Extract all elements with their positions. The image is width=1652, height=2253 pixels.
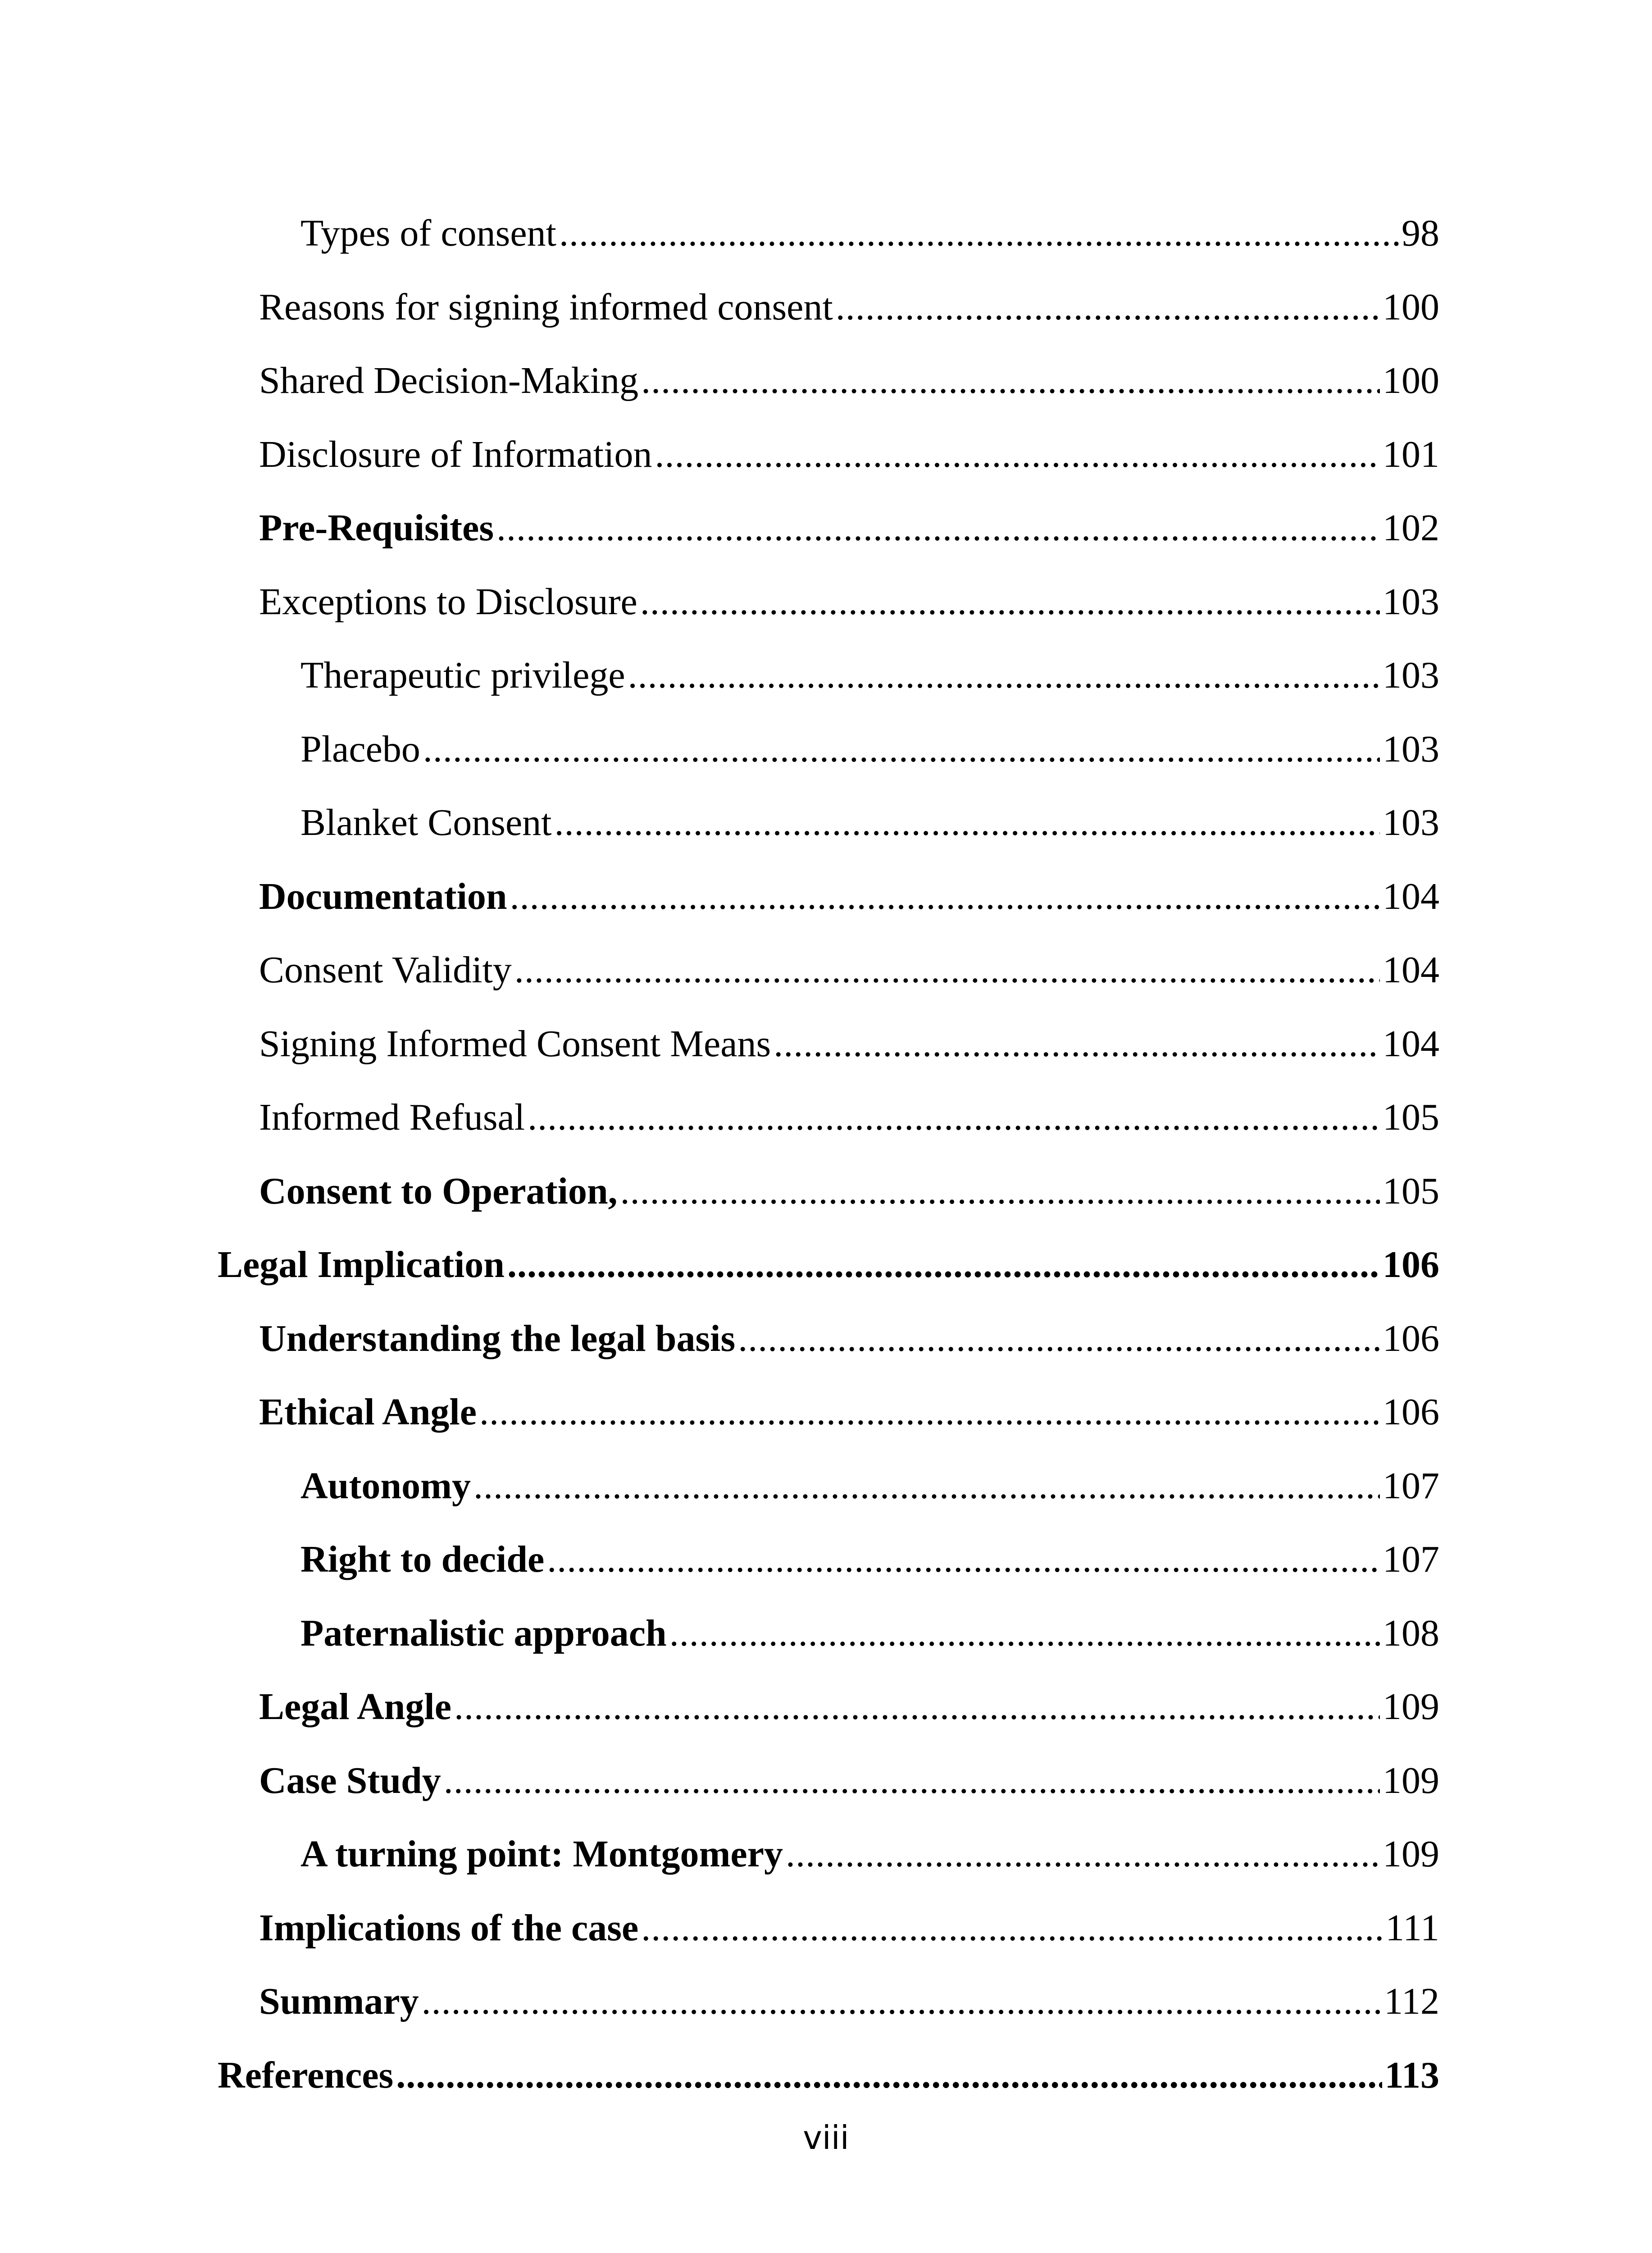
toc-entry-label: Ethical Angle — [259, 1391, 477, 1433]
toc-entry[interactable] — [0, 418, 1652, 492]
toc-entry-page: 103 — [1383, 654, 1439, 696]
toc-entry-page: 100 — [1383, 286, 1439, 328]
toc-entry-page: 109 — [1383, 1759, 1439, 1801]
toc-entry-page: 106 — [1383, 1244, 1439, 1286]
toc-dot-leader — [510, 860, 1380, 934]
toc-entry-label: Exceptions to Disclosure — [259, 580, 637, 623]
toc-entry-label: References — [218, 2054, 394, 2096]
toc-entry-page: 104 — [1383, 875, 1439, 917]
toc-entry-label: Understanding the legal basis — [259, 1317, 736, 1359]
toc-entry[interactable] — [0, 786, 1652, 860]
toc-dot-leader — [514, 933, 1380, 1007]
toc-entry-page: 111 — [1385, 1906, 1439, 1949]
toc-entry-label: Types of consent — [300, 212, 556, 254]
toc-entry[interactable] — [0, 1081, 1652, 1154]
toc-entry-page: 107 — [1383, 1538, 1439, 1580]
toc-entry-page: 107 — [1383, 1464, 1439, 1507]
toc-entry-label: Documentation — [259, 875, 507, 917]
toc-entry[interactable] — [0, 1302, 1652, 1376]
toc-entry[interactable] — [0, 196, 1652, 270]
toc-dot-leader — [396, 2039, 1382, 2112]
toc-entry[interactable] — [0, 1154, 1652, 1228]
toc-entry[interactable] — [0, 344, 1652, 418]
toc-entry-label: Signing Informed Consent Means — [259, 1022, 771, 1065]
toc-entry-page: 104 — [1383, 949, 1439, 991]
toc-dot-leader — [836, 270, 1380, 344]
toc-entry-label: Consent to Operation, — [259, 1170, 618, 1212]
toc-entry-label: Legal Angle — [259, 1686, 452, 1728]
toc-entry-label: Therapeutic privilege — [300, 654, 625, 696]
toc-entry-page: 109 — [1383, 1833, 1439, 1875]
toc-dot-leader — [473, 1449, 1380, 1523]
page-number: viii — [803, 2119, 849, 2157]
toc-dot-leader — [496, 491, 1380, 565]
toc-entry-label: Pre-Requisites — [259, 507, 494, 549]
toc-entry-label: Reasons for signing informed consent — [259, 286, 833, 328]
toc-dot-leader — [423, 712, 1380, 786]
toc-entry-page: 112 — [1384, 1980, 1439, 2022]
toc-entry-page: 105 — [1383, 1170, 1439, 1212]
toc-entry-page: 102 — [1383, 507, 1439, 549]
toc-entry-page: 108 — [1383, 1612, 1439, 1654]
toc-entry[interactable] — [0, 1817, 1652, 1891]
toc-entry[interactable] — [0, 933, 1652, 1007]
toc-entry-label: Informed Refusal — [259, 1096, 525, 1138]
toc-entry-page: 104 — [1383, 1022, 1439, 1065]
toc-entry-page: 100 — [1383, 360, 1439, 401]
toc-entry-label: Case Study — [259, 1759, 441, 1801]
toc-entry-label: Disclosure of Information — [259, 433, 652, 475]
toc-entry[interactable] — [0, 2039, 1652, 2112]
toc-dot-leader — [620, 1154, 1380, 1228]
toc-entry[interactable] — [0, 1596, 1652, 1670]
toc-entry-page: 103 — [1383, 728, 1439, 770]
toc-entry-page: 101 — [1383, 433, 1439, 475]
toc-dot-leader — [444, 1744, 1380, 1818]
toc-dot-leader — [555, 786, 1380, 860]
toc-dot-leader — [641, 1891, 1383, 1965]
table-of-contents — [0, 196, 1652, 2112]
toc-dot-leader — [786, 1817, 1380, 1891]
toc-entry[interactable] — [0, 1891, 1652, 1965]
toc-entry[interactable] — [0, 1449, 1652, 1523]
toc-entry[interactable] — [0, 1965, 1652, 2039]
toc-entry[interactable] — [0, 1375, 1652, 1449]
toc-entry-label: Legal Implication — [218, 1244, 505, 1286]
toc-entry-page: 103 — [1383, 802, 1439, 844]
toc-entry-label: Summary — [259, 1980, 419, 2022]
toc-entry[interactable] — [0, 1007, 1652, 1081]
toc-dot-leader — [559, 196, 1399, 270]
toc-entry[interactable] — [0, 1228, 1652, 1302]
toc-dot-leader — [738, 1302, 1380, 1376]
toc-entry[interactable] — [0, 1744, 1652, 1818]
toc-dot-leader — [479, 1375, 1380, 1449]
toc-entry-page: 106 — [1383, 1317, 1439, 1359]
toc-entry-label: Shared Decision-Making — [259, 360, 639, 401]
toc-entry[interactable] — [0, 712, 1652, 786]
toc-dot-leader — [655, 418, 1380, 492]
toc-entry[interactable] — [0, 639, 1652, 712]
toc-entry-page: 105 — [1383, 1096, 1439, 1138]
toc-entry[interactable] — [0, 1670, 1652, 1744]
toc-entry-page: 113 — [1384, 2054, 1439, 2096]
toc-dot-leader — [547, 1523, 1380, 1596]
toc-dot-leader — [774, 1007, 1380, 1081]
toc-entry-page: 109 — [1383, 1686, 1439, 1728]
toc-entry-page: 106 — [1383, 1391, 1439, 1433]
toc-dot-leader — [422, 1965, 1381, 2039]
toc-entry-label: Paternalistic approach — [300, 1612, 667, 1654]
toc-entry-label: Placebo — [300, 728, 420, 770]
toc-dot-leader — [641, 344, 1380, 418]
toc-entry-page: 103 — [1383, 580, 1439, 623]
toc-entry[interactable] — [0, 270, 1652, 344]
toc-dot-leader — [528, 1081, 1380, 1154]
toc-entry[interactable] — [0, 491, 1652, 565]
toc-entry-label: Right to decide — [300, 1538, 545, 1580]
toc-dot-leader — [454, 1670, 1380, 1744]
toc-dot-leader — [628, 639, 1380, 712]
toc-dot-leader — [640, 565, 1380, 639]
toc-entry-label: A turning point: Montgomery — [300, 1833, 783, 1875]
toc-dot-leader — [507, 1228, 1380, 1302]
toc-dot-leader — [669, 1596, 1380, 1670]
toc-entry-label: Blanket Consent — [300, 802, 552, 844]
toc-entry-label: Consent Validity — [259, 949, 512, 991]
toc-entry-label: Implications of the case — [259, 1906, 639, 1949]
toc-entry[interactable] — [0, 1523, 1652, 1596]
toc-entry[interactable] — [0, 565, 1652, 639]
toc-entry-page: 98 — [1402, 212, 1439, 254]
toc-entry[interactable] — [0, 860, 1652, 934]
toc-entry-label: Autonomy — [300, 1464, 471, 1507]
